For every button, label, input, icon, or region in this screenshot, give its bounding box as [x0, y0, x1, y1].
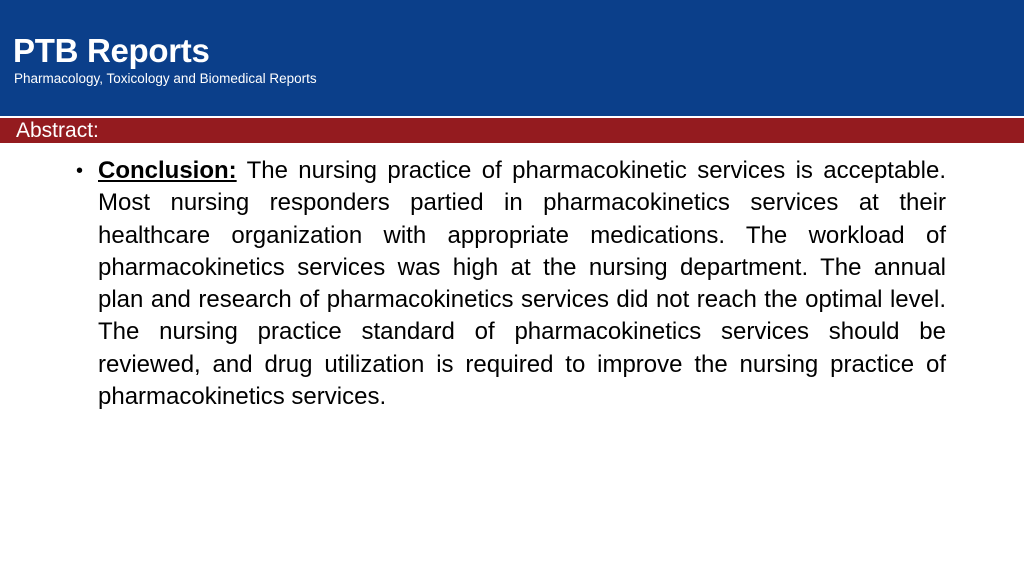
journal-header — [0, 0, 1024, 116]
conclusion-text: The nursing practice of pharmacokinetic services is acceptable. Most nursing responders partied in pharmacokinetics services at their healthcare organization with appropriate medications. The workload of pharmacokinetics services was high at the nursing department. The annual plan and research of pharmacokinetics services did not reach the optimal level. The nursing practice standard of pharmacokinetics services should be reviewed, and drug utilization is required to improve the nursing practice of pharmacokinetics services. — [98, 157, 947, 411]
section-title: Abstract: — [16, 119, 99, 142]
section-bar — [0, 118, 1024, 143]
bullet-icon: • — [76, 160, 84, 182]
conclusion-label: Conclusion: — [98, 157, 237, 184]
journal-subtitle: Pharmacology, Toxicology and Biomedical Reports — [14, 71, 317, 86]
conclusion-bullet — [76, 155, 946, 413]
abstract-content — [76, 155, 946, 413]
journal-title: PTB Reports — [13, 32, 210, 69]
